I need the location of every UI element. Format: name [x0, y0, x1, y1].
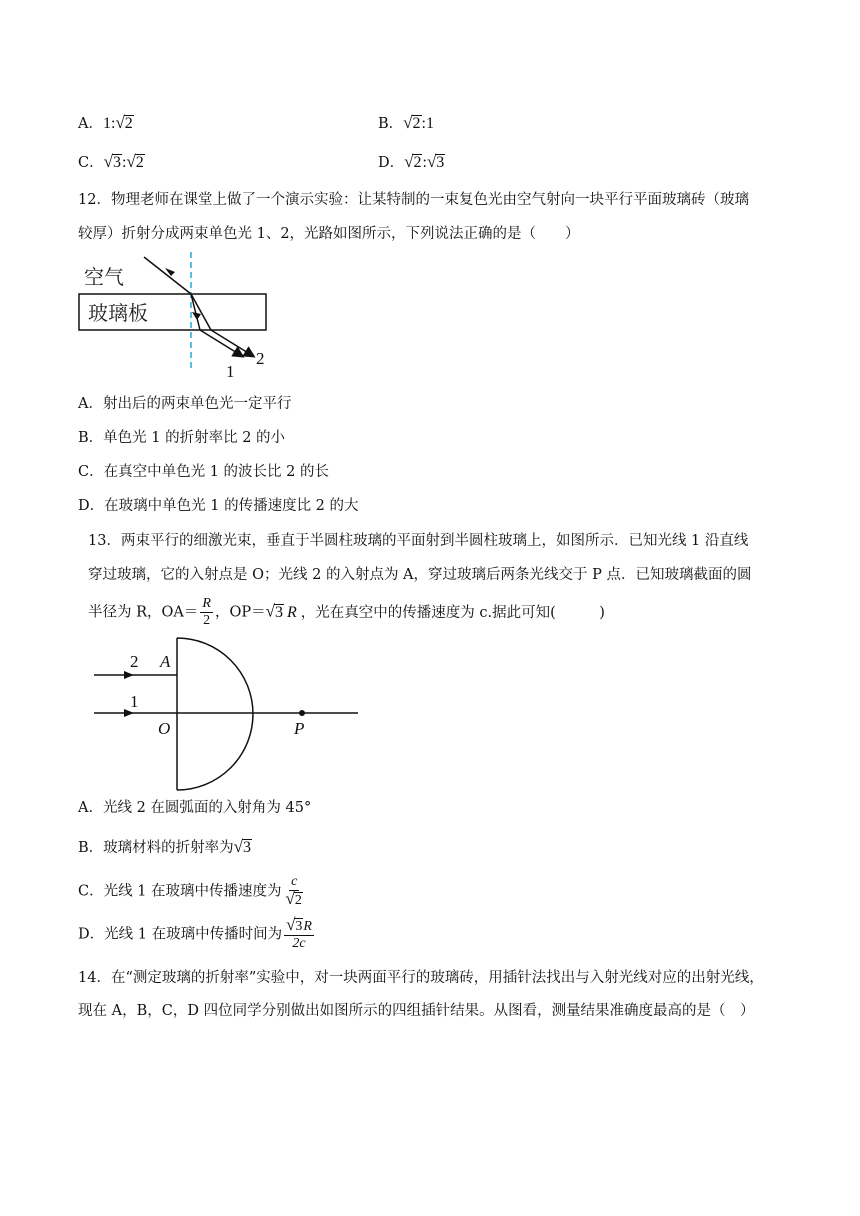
- radicand: 2: [294, 893, 302, 908]
- option-label: D．: [378, 155, 405, 171]
- q12-stem-line1: 12．物理老师在课堂上做了一个演示实验：让某特制的一束复色光由空气射向一块平行平面玻璃砖（玻璃: [78, 192, 749, 208]
- sqrt-sign: √: [426, 152, 437, 171]
- glass-label: 玻璃板: [88, 301, 148, 325]
- q13-option-d: [78, 917, 316, 952]
- sqrt-sign: √: [286, 915, 296, 934]
- sqrt-sign: √: [285, 889, 295, 908]
- exit-ray-1: [200, 330, 242, 356]
- ray-2-arrow: [124, 671, 134, 679]
- radicand: 3: [112, 154, 121, 171]
- ratio-sep: :: [422, 154, 427, 171]
- refracted-ray-2: [191, 294, 211, 330]
- radicand: 2: [412, 115, 421, 132]
- q11-option-a: [78, 112, 134, 133]
- label-a: A: [160, 652, 171, 671]
- radicand: 2: [135, 154, 144, 171]
- ratio-sep: :: [110, 115, 116, 132]
- incident-ray: [144, 257, 191, 294]
- radicand: 3: [243, 839, 251, 856]
- q12-option-c: C．在真空中单色光 1 的波长比 2 的长: [78, 464, 329, 480]
- ray-1-inner-arrow: [192, 312, 201, 320]
- ray-2-label: 2: [256, 349, 265, 368]
- ratio-right: 1: [425, 115, 434, 132]
- fraction-c-over-root2: [284, 874, 305, 909]
- q13-option-b: [78, 837, 252, 858]
- radicand: 2: [413, 154, 422, 171]
- sqrt-sign: √: [404, 152, 414, 171]
- label-1: 1: [130, 692, 139, 711]
- q12-option-d: D．在玻璃中单色光 1 的传播速度比 2 的大: [78, 498, 359, 514]
- radicand: 2: [124, 115, 133, 132]
- variable-r: R: [303, 919, 312, 934]
- fraction-r-over-2: [200, 596, 213, 629]
- frac-num: c: [291, 874, 298, 889]
- q14-stem-line1: 14．在“测定玻璃的折射率”实验中，对一块两面平行的玻璃砖，用插针法找出与入射光线对应的出射光线，: [78, 970, 764, 986]
- ratio-sep: :: [421, 115, 426, 132]
- q13-stem-line2: 穿过玻璃，它的入射点是 O；光线 2 的入射点为 A，穿过玻璃后两条光线交于 P 点．已知玻璃截面的圆: [88, 567, 752, 583]
- sqrt-sign: √: [265, 601, 275, 621]
- sqrt-sign: √: [115, 113, 125, 132]
- sqrt-sign: √: [126, 152, 136, 171]
- option-label: B．: [378, 116, 404, 132]
- ray-1-label: 1: [226, 362, 235, 381]
- option-label: A．: [78, 116, 103, 132]
- sqrt-sign: √: [233, 837, 243, 856]
- option-text: C．光线 1 在玻璃中传播速度为: [78, 883, 282, 900]
- stem-text: ，光在真空中的传播速度为 c.据此可知( ): [300, 604, 605, 621]
- q11-option-b: [378, 112, 434, 133]
- option-text: B．玻璃材料的折射率为: [78, 840, 234, 856]
- stem-text: 半径为 R，OA＝: [88, 604, 199, 621]
- radicand: 3: [295, 919, 303, 934]
- semicircle-arc: [177, 638, 253, 790]
- ratio-sep: :: [121, 154, 127, 171]
- radicand: 3: [274, 603, 283, 621]
- option-text: D．光线 1 在玻璃中传播时间为: [78, 926, 283, 943]
- q13-semicylinder-figure: [90, 636, 360, 792]
- variable-r: R: [286, 603, 297, 621]
- q12-stem-line2: 较厚）折射分成两束单色光 1、2，光路如图所示，下列说法正确的是（ ）: [78, 226, 580, 242]
- q14-stem-line2: 现在 A，B，C，D 四位同学分别做出如图所示的四组插针结果。从图看，测量结果准确度最高的是（ ）: [78, 1003, 755, 1019]
- option-label: C．: [78, 155, 104, 171]
- q12-refraction-figure: [70, 252, 290, 382]
- radicand: 3: [436, 154, 445, 171]
- frac-num: R: [202, 596, 211, 611]
- refracted-ray-1: [191, 294, 200, 330]
- sqrt-sign: √: [403, 113, 413, 132]
- stem-text: ，OP＝: [214, 604, 266, 621]
- q13-option-c: [78, 874, 307, 909]
- q12-option-b: B．单色光 1 的折射率比 2 的小: [78, 430, 286, 446]
- sqrt-sign: √: [103, 152, 113, 171]
- q11-option-d: [378, 151, 445, 172]
- q12-option-a: A．射出后的两束单色光一定平行: [78, 396, 292, 412]
- q13-option-a: A．光线 2 在圆弧面的入射角为 45°: [78, 800, 312, 816]
- q13-stem-line1: 13．两束平行的细激光束，垂直于半圆柱玻璃的平面射到半圆柱玻璃上，如图所示．已知光线 1 沿直线: [88, 533, 749, 549]
- air-label: 空气: [84, 265, 124, 289]
- q13-stem-line3: [88, 596, 605, 629]
- exit-ray-2: [211, 330, 253, 356]
- q11-option-c: [78, 151, 145, 172]
- frac-den: 2c: [292, 936, 306, 951]
- label-o: O: [158, 719, 171, 738]
- ratio-left: 1: [102, 115, 111, 132]
- label-p: P: [294, 719, 305, 738]
- point-p: [299, 710, 305, 716]
- fraction-root3r-over-2c: [284, 917, 314, 952]
- frac-den: 2: [203, 613, 211, 628]
- label-2: 2: [130, 652, 139, 671]
